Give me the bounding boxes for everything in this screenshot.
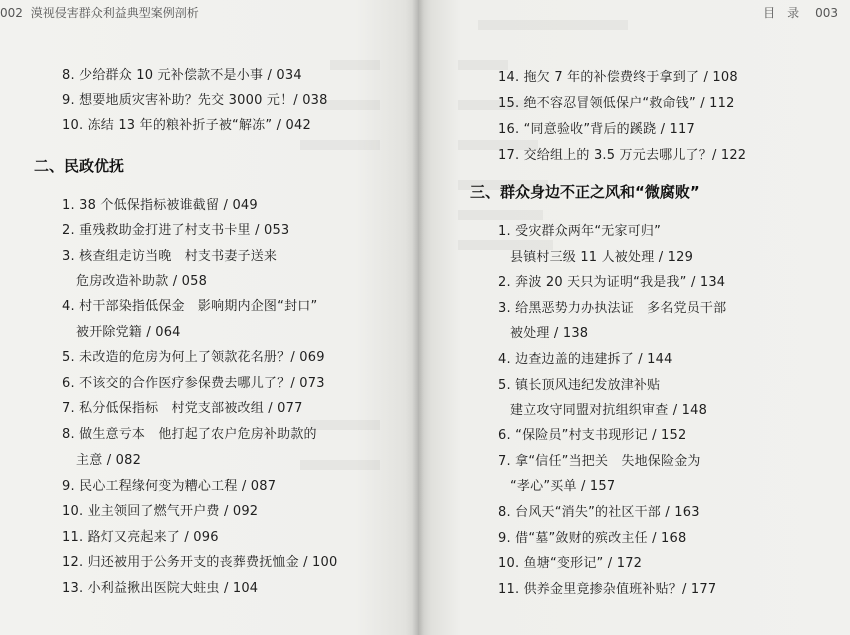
left-page-number: 002 — [0, 6, 23, 20]
toc-entry: 15. 绝不容忍冒领低保户“救命钱” / 112 — [498, 96, 735, 111]
toc-entry: 13. 小利益揪出医院大蛀虫 / 104 — [62, 581, 259, 596]
section-heading: 三、群众身边不正之风和“微腐败” — [470, 183, 700, 201]
toc-entry: 12. 归还被用于公务开支的丧葬费抚恤金 / 100 — [62, 555, 338, 570]
contents-label: 目 录 — [763, 6, 800, 20]
toc-entry: 5. 未改造的危房为何上了领款花名册？/ 069 — [62, 350, 325, 365]
left-page — [0, 0, 418, 635]
book-gutter — [412, 0, 424, 635]
toc-entry: 8. 少给群众 10 元补偿款不是小事 / 034 — [62, 68, 302, 83]
toc-entry: 1. 受灾群众两年“无家可归” — [498, 224, 662, 239]
toc-entry: 3. 给黑恶势力办执法证 多名党员干部 — [498, 301, 727, 316]
book-title: 漠视侵害群众利益典型案例剖析 — [30, 6, 199, 20]
toc-entry: 11. 路灯又亮起来了 / 096 — [62, 530, 219, 545]
toc-entry: 10. 冻结 13 年的粮补折子被“解冻” / 042 — [62, 118, 311, 133]
toc-entry: 14. 拖欠 7 年的补偿费终于拿到了 / 108 — [498, 70, 738, 85]
toc-entry-continued: 主意 / 082 — [76, 453, 142, 468]
toc-entry: 7. 拿“信任”当把关 失地保险金为 — [498, 454, 701, 469]
toc-entry: 4. 边查边盖的违建拆了 / 144 — [498, 352, 673, 367]
toc-entry: 3. 核查组走访当晚 村支书妻子送来 — [62, 249, 278, 264]
toc-entry: 11. 供养金里竟掺杂值班补贴？/ 177 — [498, 582, 717, 597]
toc-entry: 7. 私分低保指标 村党支部被改组 / 077 — [62, 401, 303, 416]
toc-entry: 9. 借“墓”敛财的殡改主任 / 168 — [498, 531, 687, 546]
toc-entry: 1. 38 个低保指标被谁截留 / 049 — [62, 198, 258, 213]
toc-entry-continued: 建立攻守同盟对抗组织审查 / 148 — [510, 403, 708, 418]
toc-entry: 5. 镇长顶风违纪发放津补贴 — [498, 378, 661, 393]
toc-entry: 17. 交给组上的 3.5 万元去哪儿了？/ 122 — [498, 148, 747, 163]
toc-entry-continued: 被开除党籍 / 064 — [76, 325, 181, 340]
toc-entry: 2. 奔波 20 天只为证明“我是我” / 134 — [498, 275, 726, 290]
right-page — [418, 0, 850, 635]
right-page-number: 003 — [815, 6, 838, 20]
toc-entry: 16. “同意验收”背后的蹊跷 / 117 — [498, 122, 695, 137]
toc-entry: 9. 想要地质灾害补助？先交 3000 元！/ 038 — [62, 93, 328, 108]
toc-entry: 10. 业主领回了燃气开户费 / 092 — [62, 504, 259, 519]
section-heading: 二、民政优抚 — [34, 157, 125, 175]
toc-entry: 6. 不该交的合作医疗参保费去哪儿了？/ 073 — [62, 376, 325, 391]
toc-entry: 10. 鱼塘“变形记” / 172 — [498, 556, 643, 571]
toc-entry: 4. 村干部染指低保金 影响期内企图“封口” — [62, 299, 318, 314]
toc-entry: 8. 做生意亏本 他打起了农户危房补助款的 — [62, 427, 317, 442]
left-running-head — [0, 4, 199, 21]
toc-entry: 6. “保险员”村支书现形记 / 152 — [498, 428, 687, 443]
toc-entry: 8. 台风天“消失”的社区干部 / 163 — [498, 505, 700, 520]
toc-entry-continued: 县镇村三级 11 人被处理 / 129 — [510, 250, 694, 265]
toc-entry-continued: 危房改造补助款 / 058 — [76, 274, 208, 289]
toc-entry: 2. 重残救助金打进了村支书卡里 / 053 — [62, 223, 290, 238]
right-running-head — [763, 4, 838, 21]
toc-entry: 9. 民心工程缘何变为糟心工程 / 087 — [62, 479, 277, 494]
toc-entry-continued: “孝心”买单 / 157 — [510, 479, 616, 494]
toc-entry-continued: 被处理 / 138 — [510, 326, 589, 341]
